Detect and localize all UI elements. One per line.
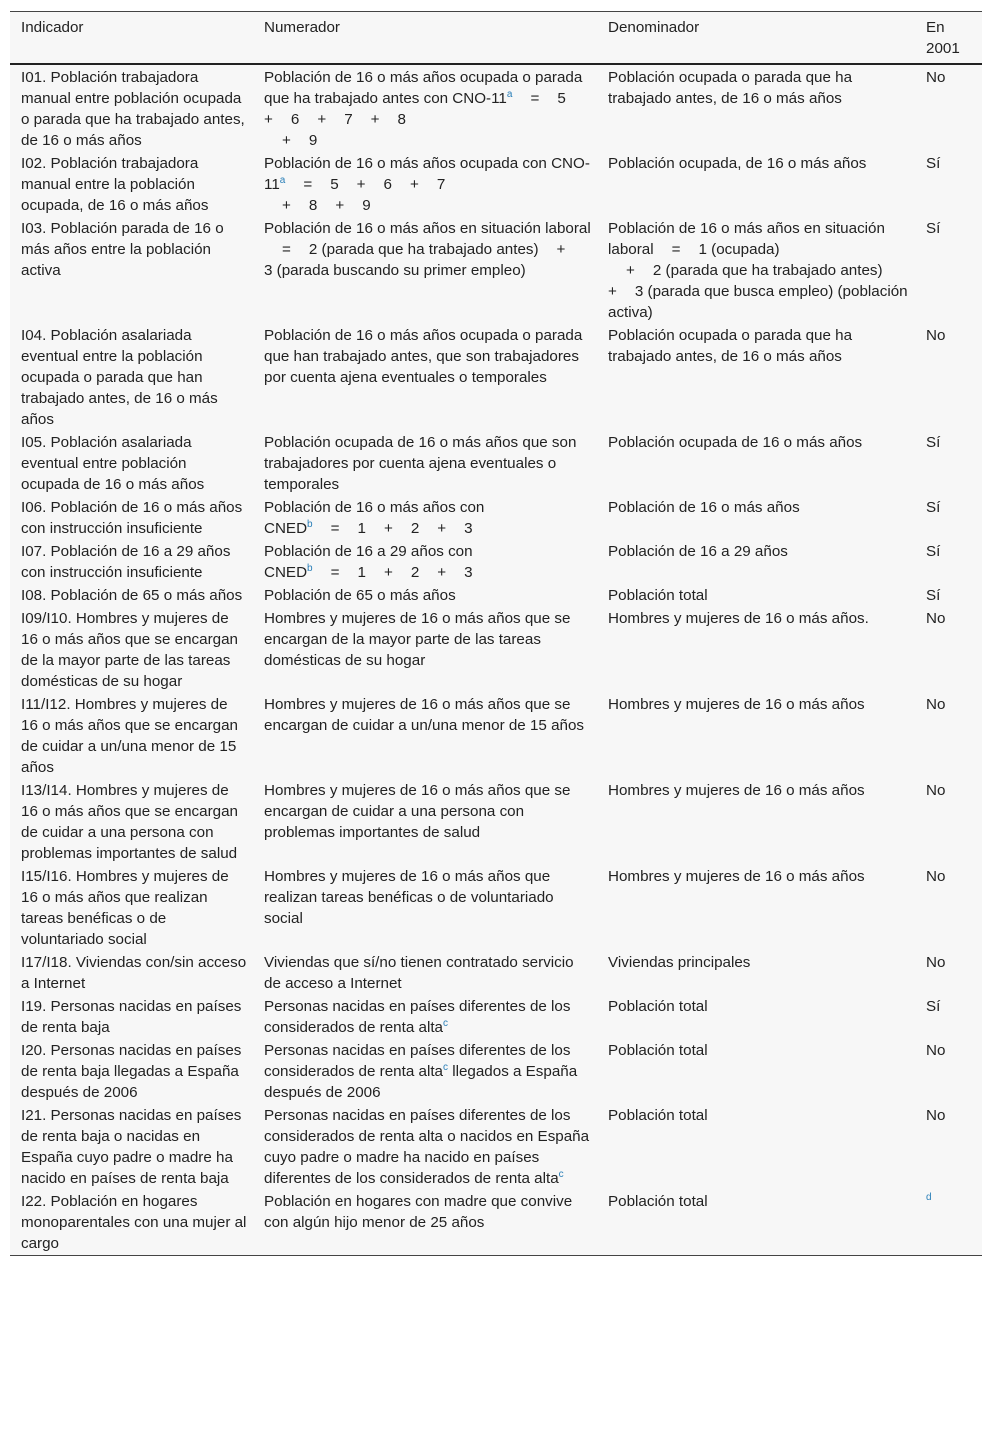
cell-en-2001: Sí xyxy=(926,543,941,560)
footnote-mark-c[interactable]: c xyxy=(443,1017,448,1029)
formula-value: 6 xyxy=(383,176,392,193)
formula-value: 9 xyxy=(362,197,371,214)
table-header-row xyxy=(10,12,982,65)
table-row xyxy=(10,540,982,584)
cell-indicador: I22. Población en hogares monoparentales con una mujer al cargo xyxy=(21,1193,247,1252)
cell-indicador: I17/I18. Viviendas con/sin acceso a Internet xyxy=(21,954,247,992)
cell-denominador: Población ocupada o parada que ha trabajado antes, de 16 o más años xyxy=(608,69,853,107)
cell-numerador xyxy=(253,1039,597,1104)
formula-value: 7 xyxy=(436,176,446,193)
denominador-text: 3 (parada que busca empleo) (población activa) xyxy=(608,283,908,321)
cell-indicador: I07. Población de 16 a 29 años con instrucción insuficiente xyxy=(21,543,231,581)
formula-op: + xyxy=(556,241,566,258)
numerador-text: Personas nacidas en países diferentes de los considerados de renta alta xyxy=(264,1042,571,1080)
cell-numerador xyxy=(253,217,597,324)
header-en-2001-line2: 2001 xyxy=(926,40,960,57)
formula-op: + xyxy=(356,176,366,193)
denominador-text: Población de 16 o más años en situación laboral xyxy=(608,220,885,258)
formula-op: + xyxy=(626,262,635,279)
formula-value: 6 xyxy=(290,111,300,128)
footnote-mark-c[interactable]: c xyxy=(443,1061,448,1073)
formula-op: + xyxy=(264,111,273,128)
cell-indicador: I11/I12. Hombres y mujeres de 16 o más años que se encargan de cuidar a un/una menor de 15 años xyxy=(21,696,238,776)
formula-op: + xyxy=(317,111,327,128)
cell-numerador xyxy=(253,995,597,1039)
table-row xyxy=(10,496,982,540)
numerador-text: Población de 16 o más años en situación laboral xyxy=(264,220,591,237)
table-row xyxy=(10,584,982,607)
formula-op: + xyxy=(335,197,345,214)
formula-value: 2 xyxy=(410,564,420,581)
footnote-mark-c[interactable]: c xyxy=(558,1168,564,1180)
footnote-mark-b[interactable]: b xyxy=(307,562,313,574)
formula-value: 7 xyxy=(344,111,353,128)
cell-numerador: Hombres y mujeres de 16 o más años que se encargan de cuidar a un/una menor de 15 años xyxy=(264,696,585,734)
formula-op: + xyxy=(282,197,291,214)
cell-en-2001 xyxy=(915,1190,982,1256)
cell-numerador: Hombres y mujeres de 16 o más años que se encargan de cuidar a una persona con problemas importantes de salud xyxy=(264,782,571,841)
cell-numerador xyxy=(253,496,597,540)
cell-indicador: I19. Personas nacidas en países de renta baja xyxy=(21,998,242,1036)
formula-op: = xyxy=(330,564,340,581)
cell-indicador: I03. Población parada de 16 o más años entre la población activa xyxy=(21,220,224,279)
formula-op: + xyxy=(608,283,617,300)
footnote-mark-b[interactable]: b xyxy=(307,518,313,530)
cell-numerador: Hombres y mujeres de 16 o más años que realizan tareas benéficas o de voluntariado social xyxy=(264,868,554,927)
cell-indicador: I21. Personas nacidas en países de renta baja o nacidas en España cuyo padre o madre ha nacido en países de renta baja xyxy=(21,1107,242,1187)
formula-op: + xyxy=(409,176,419,193)
formula-op: + xyxy=(437,520,447,537)
table-row xyxy=(10,1039,982,1104)
formula-value: 1 xyxy=(357,520,366,537)
cell-indicador: I06. Población de 16 o más años con instrucción insuficiente xyxy=(21,499,243,537)
cell-indicador: I04. Población asalariada eventual entre la población ocupada o parada que han trabajado antes, de 16 o más años xyxy=(21,327,218,428)
cell-denominador: Viviendas principales xyxy=(608,954,751,971)
cell-en-2001: No xyxy=(926,954,946,971)
numerador-text: 3 (parada buscando su primer empleo) xyxy=(264,262,526,279)
cell-en-2001: No xyxy=(926,696,946,713)
table-row xyxy=(10,431,982,496)
numerador-text: CNED xyxy=(264,520,308,537)
cell-denominador xyxy=(597,217,915,324)
cell-indicador: I20. Personas nacidas en países de renta baja llegadas a España después de 2006 xyxy=(21,1042,242,1101)
cell-en-2001: No xyxy=(926,327,946,344)
numerador-text: Población de 16 a 29 años con xyxy=(264,543,473,560)
cell-indicador: I02. Población trabajadora manual entre la población ocupada, de 16 o más años xyxy=(21,155,209,214)
cell-numerador xyxy=(253,540,597,584)
header-en-2001 xyxy=(915,12,982,65)
cell-en-2001: Sí xyxy=(926,499,941,516)
cell-numerador xyxy=(253,152,597,217)
cell-numerador: Población de 65 o más años xyxy=(264,587,456,604)
formula-op: + xyxy=(383,564,393,581)
formula-value: 9 xyxy=(308,132,318,149)
cell-numerador: Hombres y mujeres de 16 o más años que se encargan de la mayor parte de las tareas domésticas de su hogar xyxy=(264,610,571,669)
numerador-text: 2 (parada que ha trabajado antes) xyxy=(308,241,539,258)
numerador-text: llegados a España después de 2006 xyxy=(264,1063,578,1101)
cell-en-2001: No xyxy=(926,782,946,799)
formula-op: = xyxy=(303,176,313,193)
cell-en-2001: Sí xyxy=(926,434,941,451)
formula-value: 5 xyxy=(557,90,566,107)
formula-op: = xyxy=(330,520,340,537)
cell-numerador xyxy=(253,64,597,152)
cell-denominador: Población de 16 o más años xyxy=(608,499,800,516)
cell-denominador: Población total xyxy=(608,1107,708,1124)
cell-denominador: Población ocupada, de 16 o más años xyxy=(608,155,867,172)
header-numerador: Numerador xyxy=(264,19,340,36)
cell-numerador: Población de 16 o más años ocupada o parada que han trabajado antes, que son trabajadores por cuenta ajena eventuales o temporales xyxy=(264,327,583,386)
cell-en-2001: No xyxy=(926,69,946,86)
cell-denominador: Población total xyxy=(608,587,708,604)
numerador-text: Personas nacidas en países diferentes de los considerados de renta alta o nacidos en España cuyo padre o madre ha nacido en países diferentes de los considerados de renta alta xyxy=(264,1107,590,1187)
cell-indicador: I08. Población de 65 o más años xyxy=(21,587,243,604)
numerador-text: Población de 16 o más años ocupada con CNO-11 xyxy=(264,155,590,193)
table-row xyxy=(10,217,982,324)
formula-value: 8 xyxy=(397,111,406,128)
denominador-text: 1 (ocupada) xyxy=(698,241,780,258)
numerador-text: CNED xyxy=(264,564,308,581)
table-row xyxy=(10,693,982,779)
cell-numerador: Viviendas que sí/no tienen contratado servicio de acceso a Internet xyxy=(264,954,574,992)
header-en-2001-line1: En xyxy=(926,19,945,36)
formula-value: 5 xyxy=(330,176,339,193)
formula-op: + xyxy=(383,520,393,537)
cell-denominador: Hombres y mujeres de 16 o más años. xyxy=(608,610,869,627)
indicators-table xyxy=(10,11,982,1256)
cell-denominador: Población total xyxy=(608,1193,708,1210)
cell-denominador: Población de 16 a 29 años xyxy=(608,543,788,560)
table-row xyxy=(10,951,982,995)
footnote-mark-a[interactable]: a xyxy=(279,174,286,186)
cell-en-2001: Sí xyxy=(926,220,941,237)
cell-en-2001: No xyxy=(926,1042,946,1059)
table-row xyxy=(10,779,982,865)
cell-en-2001: No xyxy=(926,610,946,627)
header-denominador: Denominador xyxy=(608,19,700,36)
cell-en-2001: Sí xyxy=(926,155,941,172)
formula-op: = xyxy=(530,90,540,107)
cell-denominador: Hombres y mujeres de 16 o más años xyxy=(608,868,865,885)
formula-op: = xyxy=(671,241,681,258)
cell-indicador: I01. Población trabajadora manual entre población ocupada o parada que ha trabajado antes, de 16 o más años xyxy=(21,69,245,149)
cell-en-2001: Sí xyxy=(926,998,941,1015)
table-row xyxy=(10,607,982,693)
footnote-mark-a[interactable]: a xyxy=(506,88,513,100)
cell-indicador: I09/I10. Hombres y mujeres de 16 o más años que se encargan de la mayor parte de las tareas domésticas de su hogar xyxy=(21,610,238,690)
table-row xyxy=(10,324,982,431)
cell-denominador: Hombres y mujeres de 16 o más años xyxy=(608,696,865,713)
cell-numerador: Población ocupada de 16 o más años que son trabajadores por cuenta ajena eventuales o temporales xyxy=(264,434,577,493)
cell-indicador: I15/I16. Hombres y mujeres de 16 o más años que realizan tareas benéficas o de voluntariado social xyxy=(21,868,229,948)
cell-en-2001: No xyxy=(926,1107,946,1124)
cell-denominador: Hombres y mujeres de 16 o más años xyxy=(608,782,865,799)
cell-denominador: Población ocupada de 16 o más años xyxy=(608,434,863,451)
cell-en-2001: No xyxy=(926,868,946,885)
formula-value: 3 xyxy=(464,564,473,581)
cell-numerador xyxy=(253,1104,597,1190)
table-row xyxy=(10,152,982,217)
formula-op: + xyxy=(437,564,447,581)
formula-op: + xyxy=(370,111,380,128)
table-row xyxy=(10,995,982,1039)
cell-denominador: Población total xyxy=(608,1042,708,1059)
denominador-text: 2 (parada que ha trabajado antes) xyxy=(652,262,883,279)
formula-value: 3 xyxy=(464,520,473,537)
indicators-table-container xyxy=(10,11,982,1256)
formula-value: 8 xyxy=(308,197,318,214)
table-row xyxy=(10,1104,982,1190)
cell-indicador: I05. Población asalariada eventual entre población ocupada de 16 o más años xyxy=(21,434,205,493)
formula-op: + xyxy=(282,132,291,149)
formula-value: 1 xyxy=(357,564,366,581)
formula-value: 2 xyxy=(410,520,420,537)
header-indicador: Indicador xyxy=(21,19,84,36)
cell-numerador: Población en hogares con madre que convive con algún hijo menor de 25 años xyxy=(264,1193,573,1231)
cell-denominador: Población total xyxy=(608,998,708,1015)
footnote-mark-d[interactable]: d xyxy=(926,1191,932,1203)
numerador-text: Población de 16 o más años con xyxy=(264,499,485,516)
numerador-text: Personas nacidas en países diferentes de los considerados de renta alta xyxy=(264,998,571,1036)
cell-indicador: I13/I14. Hombres y mujeres de 16 o más años que se encargan de cuidar a una persona con problemas importantes de salud xyxy=(21,782,238,862)
cell-en-2001: Sí xyxy=(926,587,941,604)
numerador-text: Población de 16 o más años ocupada o parada que ha trabajado antes con CNO-11 xyxy=(264,69,583,107)
formula-op: = xyxy=(282,241,291,258)
table-row xyxy=(10,64,982,152)
table-row xyxy=(10,865,982,951)
cell-denominador: Población ocupada o parada que ha trabajado antes, de 16 o más años xyxy=(608,327,853,365)
table-row xyxy=(10,1190,982,1256)
